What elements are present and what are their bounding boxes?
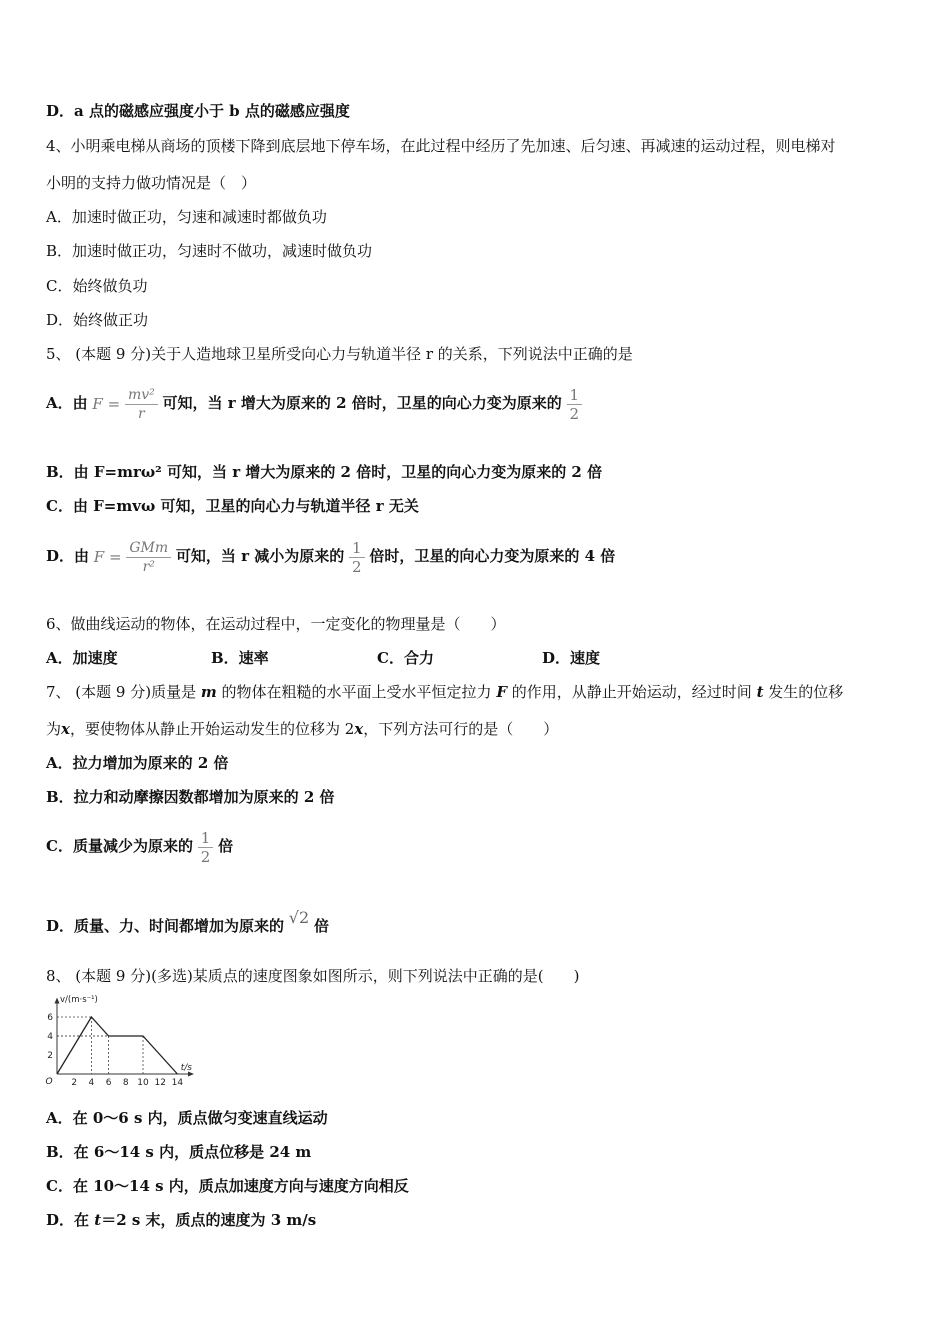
option-d-text: D．质量、力、时间都增加为原来的 <box>46 917 285 935</box>
formula-lhs: F = <box>92 395 121 413</box>
fraction-numerator: mv² <box>125 386 158 405</box>
question-4-option-a: A．加速时做正功，匀速和减速时都做负功 <box>46 208 327 226</box>
half-fraction <box>198 829 214 866</box>
fraction-numerator: 1 <box>198 829 214 848</box>
question-3-option-d: D．a 点的磁感应强度小于 b 点的磁感应强度 <box>46 102 350 120</box>
option-d-text-end: 倍时，卫星的向心力变为原来的 4 倍 <box>369 547 616 565</box>
question-6-stem: 6、做曲线运动的物体，在运动过程中，一定变化的物理量是（ ） <box>46 615 506 633</box>
option-a-prefix: A．由 <box>46 394 88 412</box>
question-7-stem-line-2 <box>46 719 558 739</box>
var-F: F <box>496 683 507 701</box>
fraction-numerator: 1 <box>349 539 365 558</box>
option-c-text: C．质量减少为原来的 <box>46 837 193 855</box>
sqrt-two: √2 <box>288 908 310 927</box>
question-4-option-d: D．始终做正功 <box>46 311 149 329</box>
question-6-option-d: D．速度 <box>542 649 601 667</box>
var-x: x <box>61 720 70 738</box>
x-tick-label: 8 <box>122 1078 129 1088</box>
y-tick-label: 2 <box>47 1051 53 1061</box>
fraction-denominator: 2 <box>352 557 362 576</box>
stem-text: ，下列方法可行的是（ ） <box>363 720 559 738</box>
half-fraction <box>349 539 365 576</box>
question-5-option-d <box>46 536 615 577</box>
option-d-text: 可知，当 r 减小为原来的 <box>175 547 345 565</box>
var-x: x <box>354 720 364 738</box>
fraction-denominator: r <box>138 405 145 422</box>
question-8-option-c: C．在 10～14 s 内，质点加速度方向与速度方向相反 <box>46 1177 409 1195</box>
question-5-option-a <box>46 383 582 424</box>
fraction-numerator: 1 <box>567 386 583 405</box>
question-7-stem-line-1 <box>46 682 843 702</box>
question-5-option-c: C．由 F=mvω 可知，卫星的向心力与轨道半径 r 无关 <box>46 497 419 515</box>
question-4-stem-line-2: 小明的支持力做功情况是（ ） <box>46 174 257 192</box>
stem-text: 的作用，从静止开始运动，经过时间 <box>511 683 752 701</box>
origin-label: O <box>45 1077 53 1087</box>
y-axis-arrow <box>55 998 60 1004</box>
question-4-option-c: C．始终做负功 <box>46 277 148 295</box>
var-t: t <box>94 1211 102 1229</box>
option-d-prefix: D．由 <box>46 547 90 565</box>
question-7-option-b: B．拉力和动摩擦因数都增加为原来的 2 倍 <box>46 788 335 806</box>
var-m: m <box>200 683 217 701</box>
y-tick-label: 6 <box>47 1013 53 1023</box>
option-d-text-end: ＝2 s 末，质点的速度为 3 m/s <box>101 1211 317 1229</box>
question-8-option-a: A．在 0～6 s 内，质点做匀变速直线运动 <box>46 1109 328 1127</box>
x-tick-label: 4 <box>88 1078 95 1088</box>
formula-fraction <box>126 539 171 576</box>
fraction-denominator: r² <box>142 558 155 575</box>
x-tick-label: 12 <box>154 1078 166 1088</box>
question-7-option-c <box>46 826 233 866</box>
stem-text: ，要使物体从静止开始运动发生的位移为 2 <box>69 720 355 738</box>
option-a-text: 可知，当 r 增大为原来的 2 倍时，卫星的向心力变为原来的 <box>162 394 562 412</box>
half-fraction <box>567 386 583 423</box>
formula-lhs: F = <box>93 548 122 566</box>
question-5-option-b: B．由 F=mrω² 可知，当 r 增大为原来的 2 倍时，卫星的向心力变为原来的 2 倍 <box>46 463 603 481</box>
stem-text: 为 <box>46 720 62 738</box>
var-t: t <box>756 683 764 701</box>
stem-text: 的物体在粗糙的水平面上受水平恒定拉力 <box>221 683 492 701</box>
option-d-text: D．在 <box>46 1211 90 1229</box>
question-6-option-b: B．速率 <box>211 649 269 667</box>
x-tick-label: 10 <box>137 1078 149 1088</box>
y-axis-label: v/(m·s⁻¹) <box>60 995 98 1005</box>
option-c-suffix: 倍 <box>218 837 234 855</box>
option-d-suffix: 倍 <box>313 917 329 935</box>
x-axis-label: t/s <box>180 1063 192 1073</box>
question-6-option-a: A．加速度 <box>46 649 118 667</box>
question-8-option-d <box>46 1210 316 1230</box>
stem-text: 发生的位移 <box>768 683 844 701</box>
y-tick-label: 4 <box>47 1032 53 1042</box>
question-7-option-a: A．拉力增加为原来的 2 倍 <box>46 754 229 772</box>
stem-text: 7、 (本题 9 分)质量是 <box>46 683 197 701</box>
fraction-numerator: GMm <box>126 539 171 558</box>
question-5-stem: 5、 (本题 9 分)关于人造地球卫星所受向心力与轨道半径 r 的关系，下列说法中正确的是 <box>46 345 633 363</box>
x-tick-label: 2 <box>71 1078 78 1088</box>
velocity-time-graph <box>40 994 210 1088</box>
question-4-stem-line-1: 4、小明乘电梯从商场的顶楼下降到底层地下停车场，在此过程中经历了先加速、后匀速、再减速的运动过程，则电梯对 <box>46 137 836 155</box>
fraction-denominator: 2 <box>200 847 211 866</box>
question-8-stem: 8、 (本题 9 分)(多选)某质点的速度图象如图所示，则下列说法中正确的是( ) <box>46 967 580 985</box>
question-4-option-b: B．加速时做正功，匀速时不做功，减速时做负功 <box>46 242 373 260</box>
fraction-denominator: 2 <box>569 404 580 423</box>
question-8-option-b: B．在 6～14 s 内，质点位移是 24 m <box>46 1143 312 1161</box>
x-tick-label: 6 <box>105 1078 112 1088</box>
formula-fraction <box>125 386 158 423</box>
x-tick-label: 14 <box>171 1078 184 1088</box>
question-7-option-d <box>46 908 329 940</box>
velocity-series-line <box>57 1017 177 1074</box>
question-6-option-c: C．合力 <box>377 649 434 667</box>
